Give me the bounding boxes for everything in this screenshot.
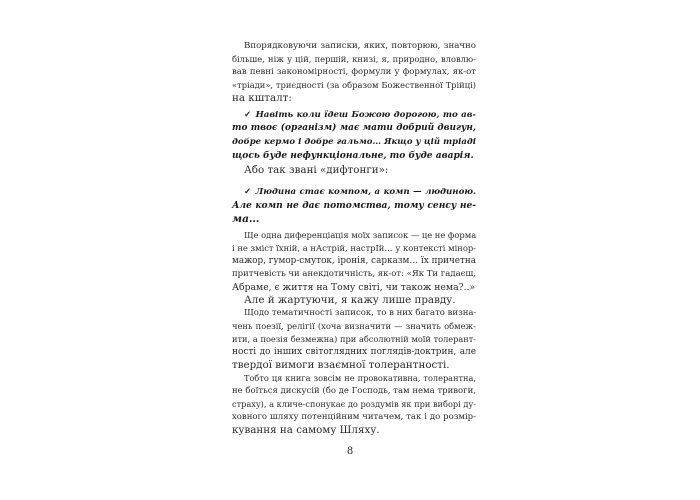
- text-line: Ще одна диференціація моїх записок — це не форма: [244, 230, 477, 240]
- quote-triad: [232, 109, 476, 163]
- text-line: на кшталт:: [232, 92, 292, 105]
- text-line: вав певні закономірності, формули у формулах, як-от: [232, 67, 476, 78]
- page-number: 8: [346, 446, 354, 457]
- text-line: Тобто ця книга зовсім не провокативна, толерантна,: [244, 373, 476, 383]
- quote-line: щось буде нефункціональне, то буде аварія.: [232, 150, 474, 162]
- quote-line: добре кермо і добре гальмо… Якщо у цій тріаді: [232, 136, 476, 147]
- text-line: ити, а поезія безмежна) при абсолютній моїй толерант-: [232, 334, 476, 345]
- quote-text: Людина стає компом, а комп — людиною.: [255, 187, 476, 197]
- quote-line: ма…: [232, 212, 260, 225]
- paragraph-intro: [232, 40, 476, 105]
- quote-line: [232, 186, 476, 199]
- text-line: мажор, гумор-смуток, іронія, сарказм… їх причетна: [232, 256, 476, 267]
- text-line: ності до інших світоглядних поглядів-доктрин, але: [232, 347, 476, 358]
- text-line: не боїться дискусій (бо де Господь, там нема тривоги,: [232, 386, 476, 397]
- text-line: «тріади», триєдності (за образом Божественної Трійці): [232, 80, 476, 91]
- text-line: Впорядковуючи записки, яких, повторюю, значно: [244, 41, 476, 51]
- text-line: страху), а кличе-спонукає до роздумів як при виборі ду-: [232, 399, 476, 410]
- paragraph-themes: [232, 307, 476, 372]
- quote-text: Навіть коли їдеш Божою дорогою, то ав-: [255, 110, 476, 120]
- text-line: твердої вимоги взаємної толерантності.: [232, 359, 450, 372]
- paragraph-mood: [232, 229, 476, 307]
- quote-line: [232, 109, 476, 122]
- checkmark-icon: ✓: [244, 110, 252, 120]
- text-line: і не зміст їхній, а нАстрій, настрІй… у контексті мінор-: [232, 243, 476, 254]
- text-line: Щодо тематичності записок, то в них багато визна-: [244, 308, 477, 318]
- text-line: чень поезії, релігії (хоча визначити — значить обмеж-: [232, 321, 476, 332]
- paragraph-diphthongs: [232, 164, 476, 177]
- text-line: Але й жартуючи, я кажу лише правду.: [244, 294, 456, 307]
- text-line: більше, ніж у цій, першій, книзі, я, природно, вловлю-: [232, 54, 476, 65]
- quote-line: то твоє (організм) має мати добрий двигун,: [232, 123, 476, 134]
- paragraph-tolerance: [232, 372, 476, 437]
- quote-line: Але комп не дає потомства, тому сенсу не-: [232, 200, 476, 212]
- text-line: Або так звані «дифтонги»:: [244, 164, 389, 176]
- text-line: Абраме, є життя на Тому світі, чи також нема?..»: [232, 282, 476, 294]
- text-line: ховного шляху потенційним читачем, так і до розмір-: [232, 412, 476, 423]
- text-line: притчевість чи анекдотичність, як-от: «Як Ти гадаєш,: [232, 269, 476, 280]
- text-line: кування на самому Шляху.: [232, 424, 380, 437]
- quote-computer: [232, 186, 476, 226]
- checkmark-icon: ✓: [244, 187, 252, 197]
